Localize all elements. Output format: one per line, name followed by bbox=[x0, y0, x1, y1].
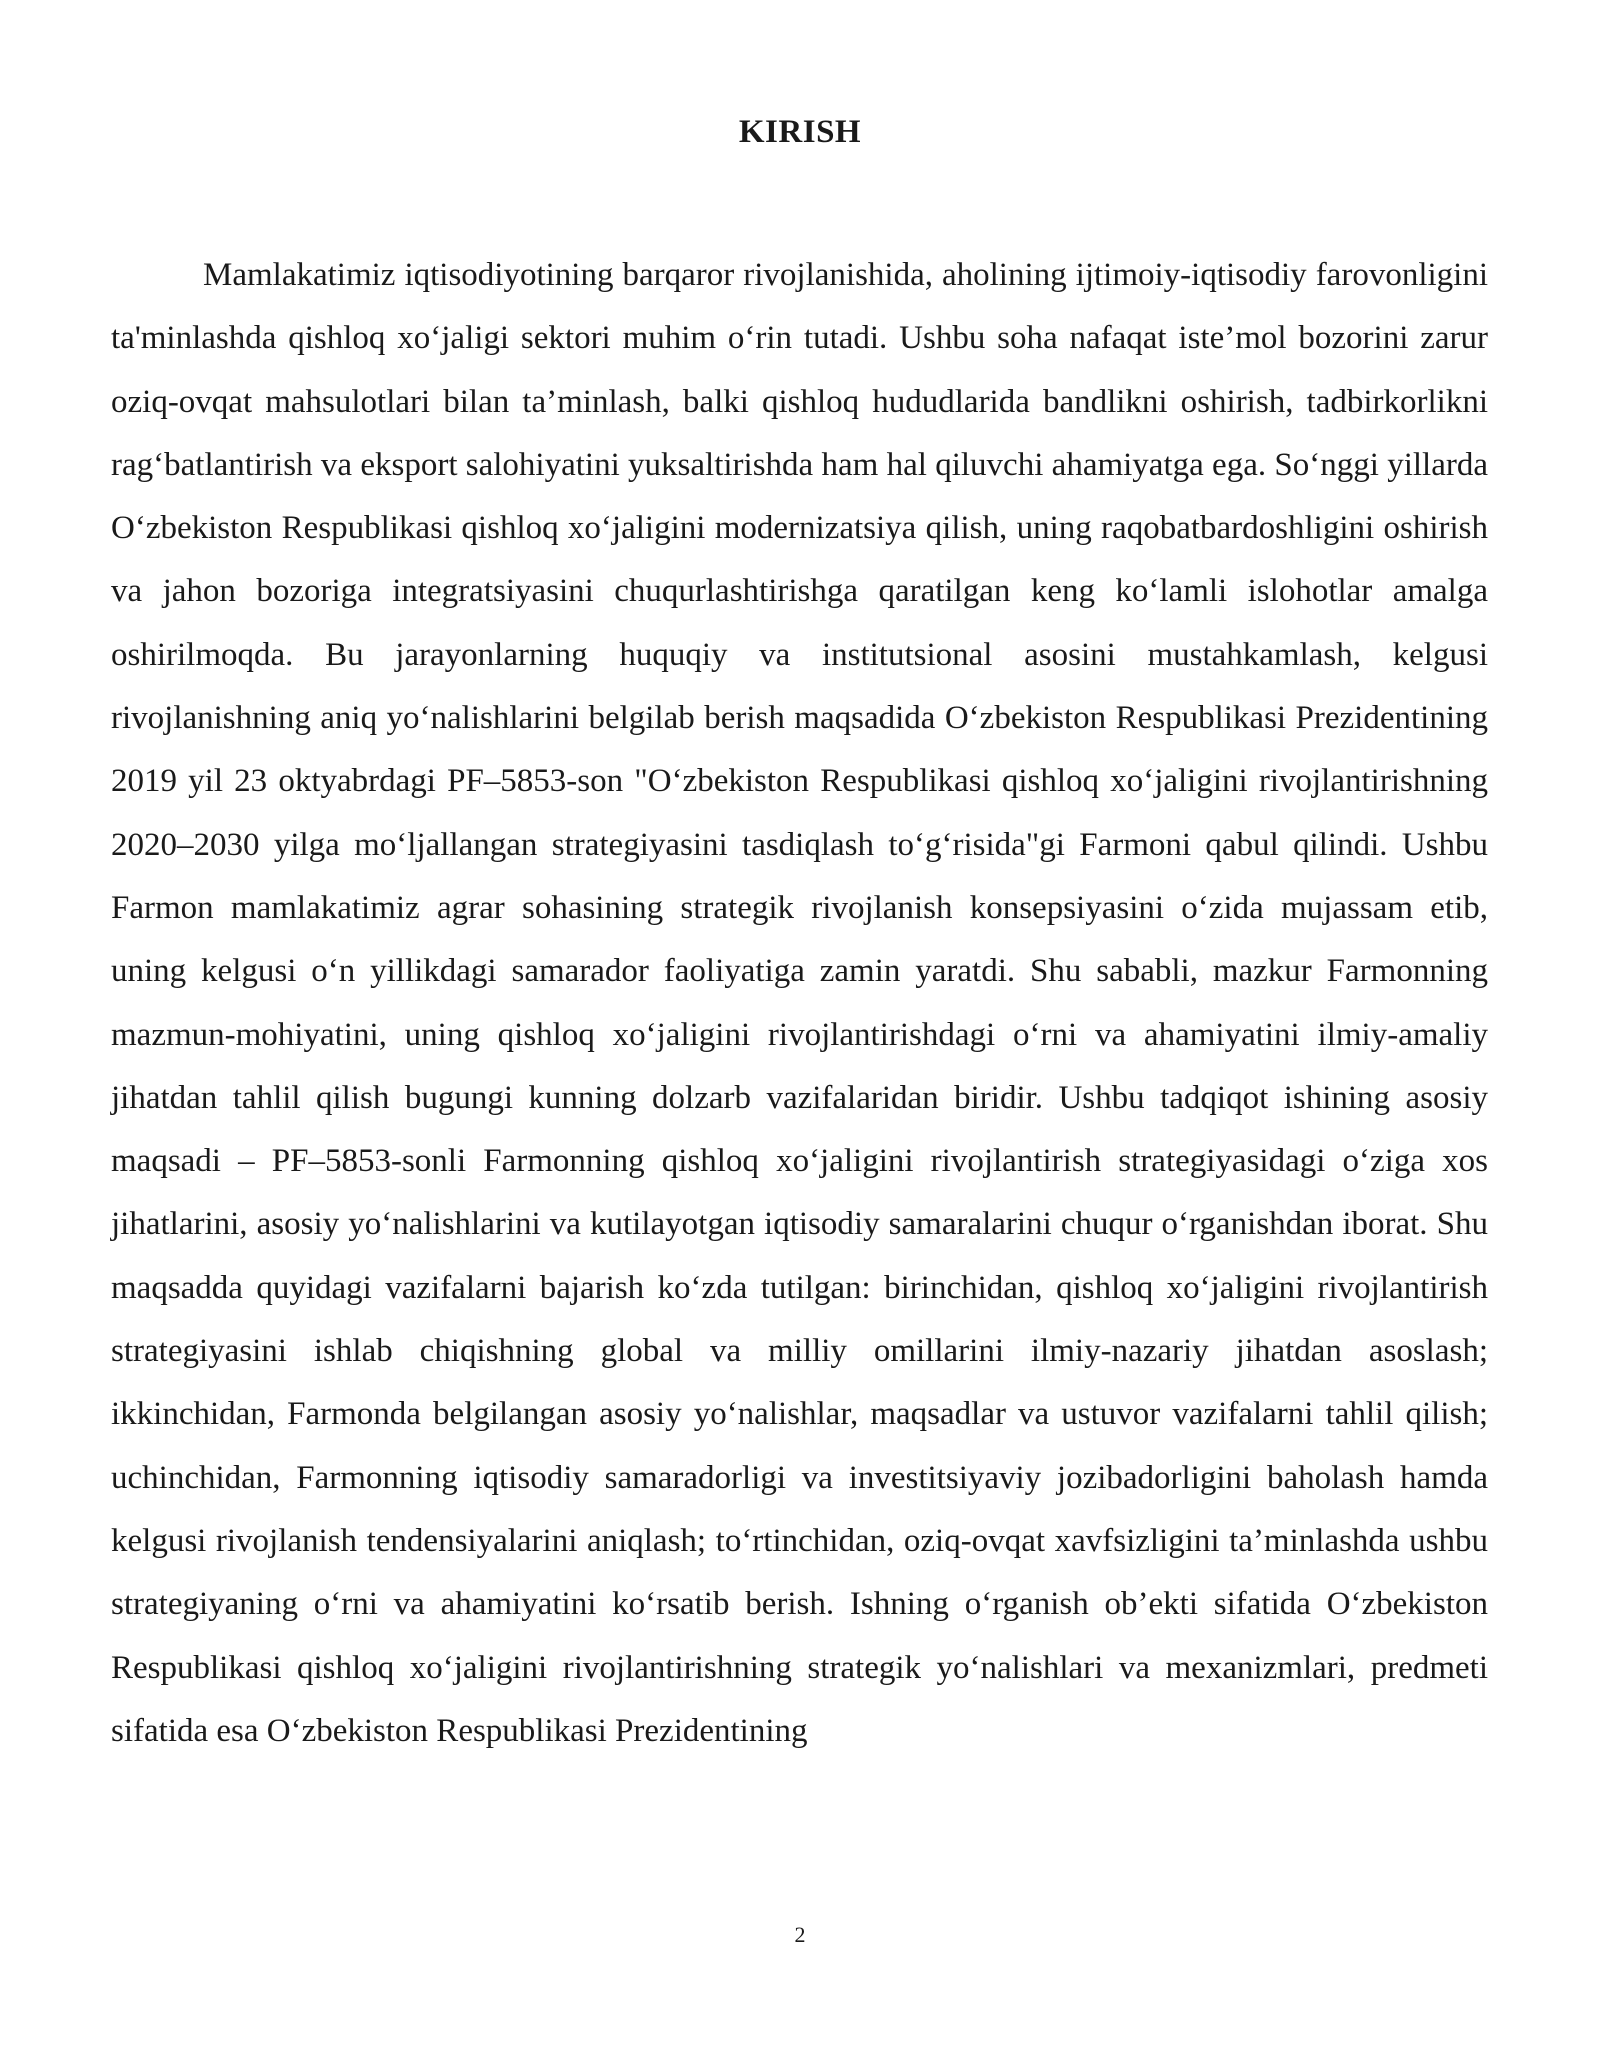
section-heading: KIRISH bbox=[738, 114, 862, 150]
body-paragraph: Mamlakatimiz iqtisodiyotining barqaror rivojlanishida, aholining ijtimoiy-iqtisodiy farovonligini ta'minlashda qishloq xo‘jaligi sektori muhim o‘rin tutadi. Ushbu soha nafaqat iste’mol bozorini zarur oziq-ovqat mahsulotlari bilan ta’minlash, balki qishloq hududlarida bandlikni oshirish, tadbirkorlikni rag‘batlantirish va eksport salohiyatini yuksaltirishda ham hal qiluvchi ahamiyatga ega. So‘nggi yillarda O‘zbekiston Respublikasi qishloq xo‘jaligini modernizatsiya qilish, uning raqobatbardoshligini oshirish va jahon bozoriga integratsiyasini chuqurlashtirishga qaratilgan keng ko‘lamli islohotlar amalga oshirilmoqda. Bu jarayonlarning huquqiy va institutsional asosini mustahkamlash, kelgusi rivojlanishning aniq yo‘nalishlarini belgilab berish maqsadida O‘zbekiston Respublikasi Prezidentining 2019 yil 23 oktyabrdagi PF–5853-son "O‘zbekiston Respublikasi qishloq xo‘jaligini rivojlantirishning 2020–2030 yilga mo‘ljallangan strategiyasini tasdiqlash to‘g‘risida"gi Farmoni qabul qilindi. Ushbu Farmon mamlakatimiz agrar sohasining strategik rivojlanish konsepsiyasini o‘zida mujassam etib, uning kelgusi o‘n yillikdagi samarador faoliyatiga zamin yaratdi. Shu sababli, mazkur Farmonning mazmun-mohiyatini, uning qishloq xo‘jaligini rivojlantirishdagi o‘rni va ahamiyatini ilmiy-amaliy jihatdan tahlil qilish bugungi kunning dolzarb vazifalaridan biridir. Ushbu tadqiqot ishining asosiy maqsadi – PF–5853-sonli Farmonning qishloq xo‘jaligini rivojlantirish strategiyasidagi o‘ziga xos jihatlarini, asosiy yo‘nalishlarini va kutilayotgan iqtisodiy samaralarini chuqur o‘rganishdan iborat. Shu maqsadda quyidagi vazifalarni bajarish ko‘zda tutilgan: birinchidan, qishloq xo‘jaligini rivojlantirish strategiyasini ishlab chiqishning global va milliy omillarini ilmiy-nazariy jihatdan asoslash; ikkinchidan, Farmonda belgilangan asosiy yo‘nalishlar, maqsadlar va ustuvor vazifalarni tahlil qilish; uchinchidan, Farmonning iqtisodiy samaradorligi va investitsiyaviy jozibadorligini baholash hamda kelgusi rivojlanish tendensiyalarini aniqlash; to‘rtinchidan, oziq-ovqat xavfsizligini ta’minlashda ushbu strategiyaning o‘rni va ahamiyatini ko‘rsatib berish. Ishning o‘rganish ob’ekti sifatida O‘zbekiston Respublikasi qishloq xo‘jaligini rivojlantirishning strategik yo‘nalishlari va mexanizmlari, predmeti sifatida esa O‘zbekiston Respublikasi Prezidentining bbox=[111, 257, 1488, 1749]
page-number: 2 bbox=[794, 1922, 806, 1947]
